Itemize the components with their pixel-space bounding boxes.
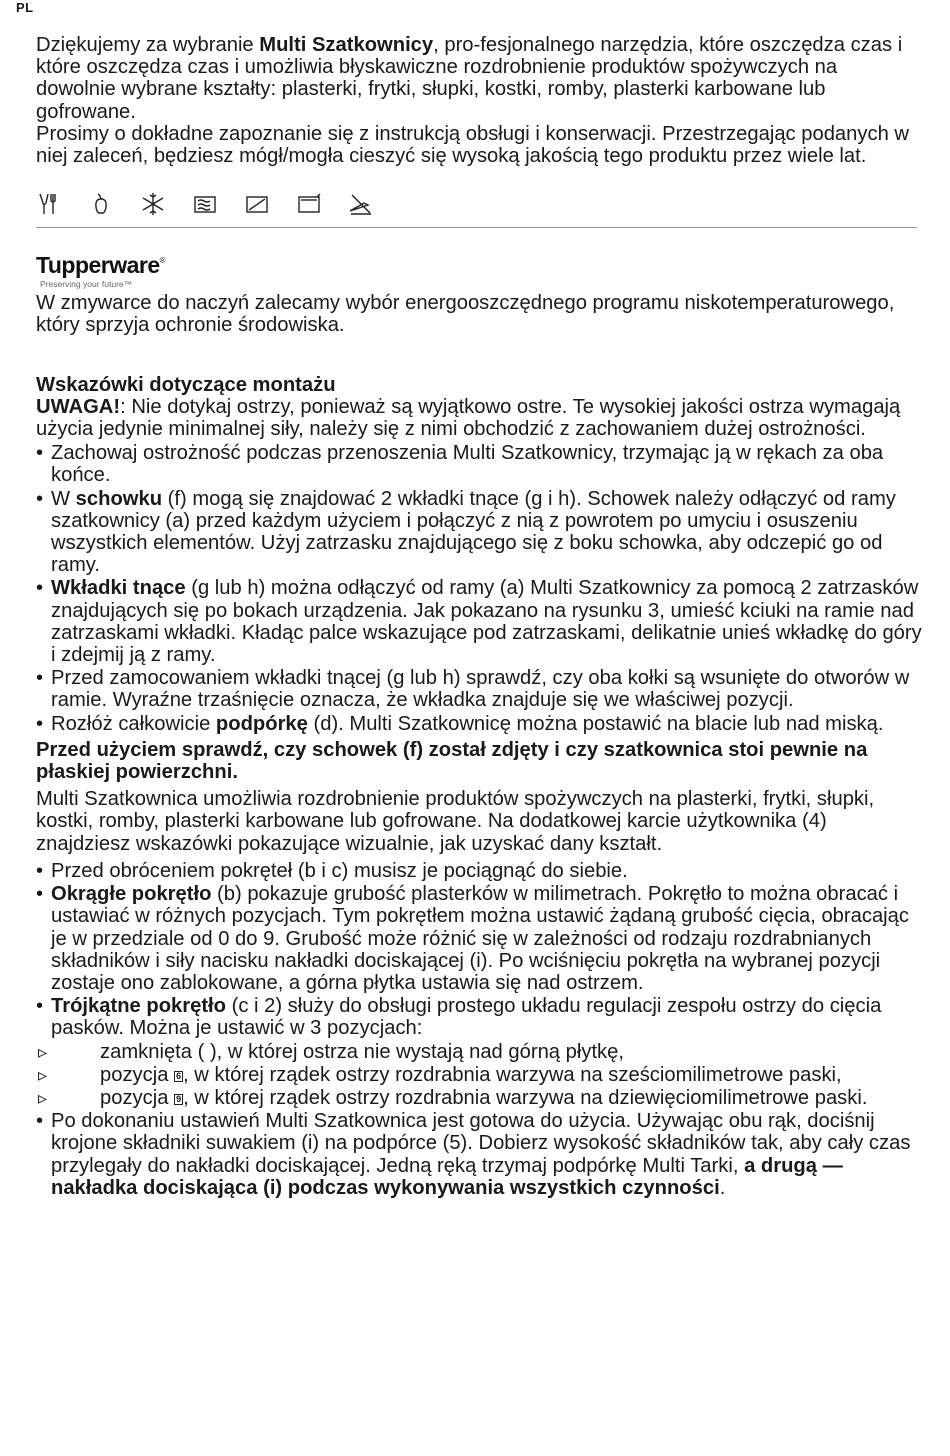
warning-paragraph [36, 396, 922, 440]
fruit-icon [88, 191, 114, 217]
position-6-icon: 6 [176, 1070, 182, 1081]
position-list [36, 1041, 922, 1110]
oven-grill-icon [296, 191, 322, 217]
position-9-icon: 9 [176, 1093, 182, 1104]
brand-name: Tupperware® [36, 252, 166, 279]
assembly-list [36, 442, 922, 735]
freezer-icon [140, 191, 166, 217]
sub-list-item: ▹ zamknięta ( ), w której ostrza nie wystają nad górną płytkę, [36, 1041, 922, 1063]
language-code: PL [16, 0, 34, 15]
list-item: • W schowku (f) mogą się znajdować 2 wkładki tnące (g i h). Schowek należy odłączyć od ramy szatkownicy (a) przed każdym użyciem i połączyć z nią z powrotem po umyciu i osuszeniu wszystkich elementów. Użyj zatrzasku znajdującego się z boku schowka, aby odczepić go od ramy. [36, 488, 922, 577]
intro-text: Dziękujemy za wybranie [36, 34, 260, 56]
list-item: • Po dokonaniu ustawień Multi Szatkownica jest gotowa do użycia. Używając obu rąk, dociśnij krojone składniki suwakiem (i) na podpórce (5). Dobierz wysokość składników tak, aby cały czas przylegały do nakładki dociskającej. Jedną ręką trzymaj podpórkę Multi Tarki, a drugą — nakładka dociskająca (i) podczas wykonywania wszystkich czynności. [36, 1110, 922, 1199]
dishwasher-icon [36, 191, 62, 217]
assembly-heading: Wskazówki dotyczące montażu [36, 373, 336, 396]
brand-tagline: Preserving your future™ [40, 279, 133, 290]
usage-intro: Multi Szatkownica umożliwia rozdrobnienie produktów spożywczych na plasterki, frytki, słupki, kostki, romby, plasterki karbowane lub gofrowane. Na dodatkowej karcie użytkownika (4) znajdziesz wskazówki pokazujące wizualnie, jak uzyskać dany kształt. [36, 788, 875, 855]
no-knife-icon [348, 191, 374, 217]
dishwasher-note: W zmywarce do naczyń zalecamy wybór energooszczędnego programu niskotemperaturowego, który sprzyja ochronie środowiska. [36, 292, 895, 337]
usage-list [36, 860, 922, 1040]
intro-text-cont: , pro-fesjonalnego narzędzia, które oszczędza czas i które oszczędza czas i umożliwia błyskawiczne rozdrobnienie produktów spożywczych na dowolnie wybrane kształty: plasterki, frytki, słupki, kostki, romby, plasterki karbowane lub gofrowane. [36, 34, 903, 123]
sub-list-item: ▹ pozycja 6, w której rządek ostrzy rozdrabnia warzywa na sześciomilimetrowe paski, [36, 1064, 922, 1086]
list-item: • Rozłóż całkowicie podpórkę (d). Multi Szatkownicę można postawić na blacie lub nad miską. [36, 713, 922, 735]
brand-logo [36, 248, 922, 290]
intro-paragraph [36, 34, 922, 123]
warning-label: UWAGA! [36, 395, 121, 418]
divider [36, 227, 917, 228]
check-notice: Przed użyciem sprawdź, czy schowek (f) został zdjęty i czy szatkownica stoi pewnie na płaskiej powierzchni. [36, 738, 868, 784]
sub-list-item: ▹ pozycja 9, w której rządek ostrzy rozdrabnia warzywa na dziewięciomilimetrowe paski. [36, 1087, 922, 1109]
manual-page [36, 34, 922, 1200]
list-item: • Zachowaj ostrożność podczas przenoszenia Multi Szatkownicy, trzymając ją w rękach za oba końce. [36, 442, 922, 486]
list-item: • Okrągłe pokrętło (b) pokazuje grubość plasterków w milimetrach. Pokrętło to można obracać i ustawiać w różnych pozycjach. Tym pokrętłem można ustawić żądaną grubość cięcia, obracając je w przedziale od 0 do 9. Grubość może różnić się w zależności od rodzaju rozdrabnianych składników i siły nacisku nakładki dociskającej (i). Po wciśnięciu pokrętła na wybranej pozycji zostaje ono zablokowane, a górna płytka ustawia się nad ostrzem. [36, 883, 922, 994]
microwave-icon [192, 191, 218, 217]
list-item: • Wkładki tnące (g lub h) można odłączyć od ramy (a) Multi Szatkownicy za pomocą 2 zatrzasków znajdujących się po bokach urządzenia. Jak pokazano na rysunku 3, umieść kciuki na ramie nad zatrzaskami wkładki. Kładąc palce wskazujące pod zatrzaskami, delikatnie unieś wkładkę do góry i zdejmij ją z ramy. [36, 577, 922, 666]
oven-icon [244, 191, 270, 217]
care-icons-row [36, 189, 922, 219]
list-item: • Trójkątne pokrętło (c i 2) służy do obsługi prostego układu regulacji zespołu ostrzy do cięcia pasków. Można je ustawić w 3 pozycjach: [36, 995, 922, 1039]
usage-list-final [36, 1110, 922, 1199]
product-name: Multi Szatkownicy [259, 34, 434, 56]
care-paragraph: Prosimy o dokładne zapoznanie się z instrukcją obsługi i konserwacji. Przestrzegając podanych w niej zaleceń, będziesz mógł/mogła cieszyć się wysoką jakością tego produktu przez wiele lat. [36, 122, 909, 168]
warning-text: : Nie dotykaj ostrzy, ponieważ są wyjątkowo ostre. Te wysokiej jakości ostrza wymagają użycia jedynie minimalnej siły, należy się z nimi obchodzić z zachowaniem dużej ostrożności. [36, 395, 901, 441]
list-item: • Przed zamocowaniem wkładki tnącej (g lub h) sprawdź, czy oba kołki są wsunięte do otworów w ramie. Wyraźne trzaśnięcie oznacza, że wkładka znajduje się we właściwej pozycji. [36, 667, 922, 711]
list-item: • Przed obróceniem pokręteł (b i c) musisz je pociągnąć do siebie. [36, 860, 922, 882]
